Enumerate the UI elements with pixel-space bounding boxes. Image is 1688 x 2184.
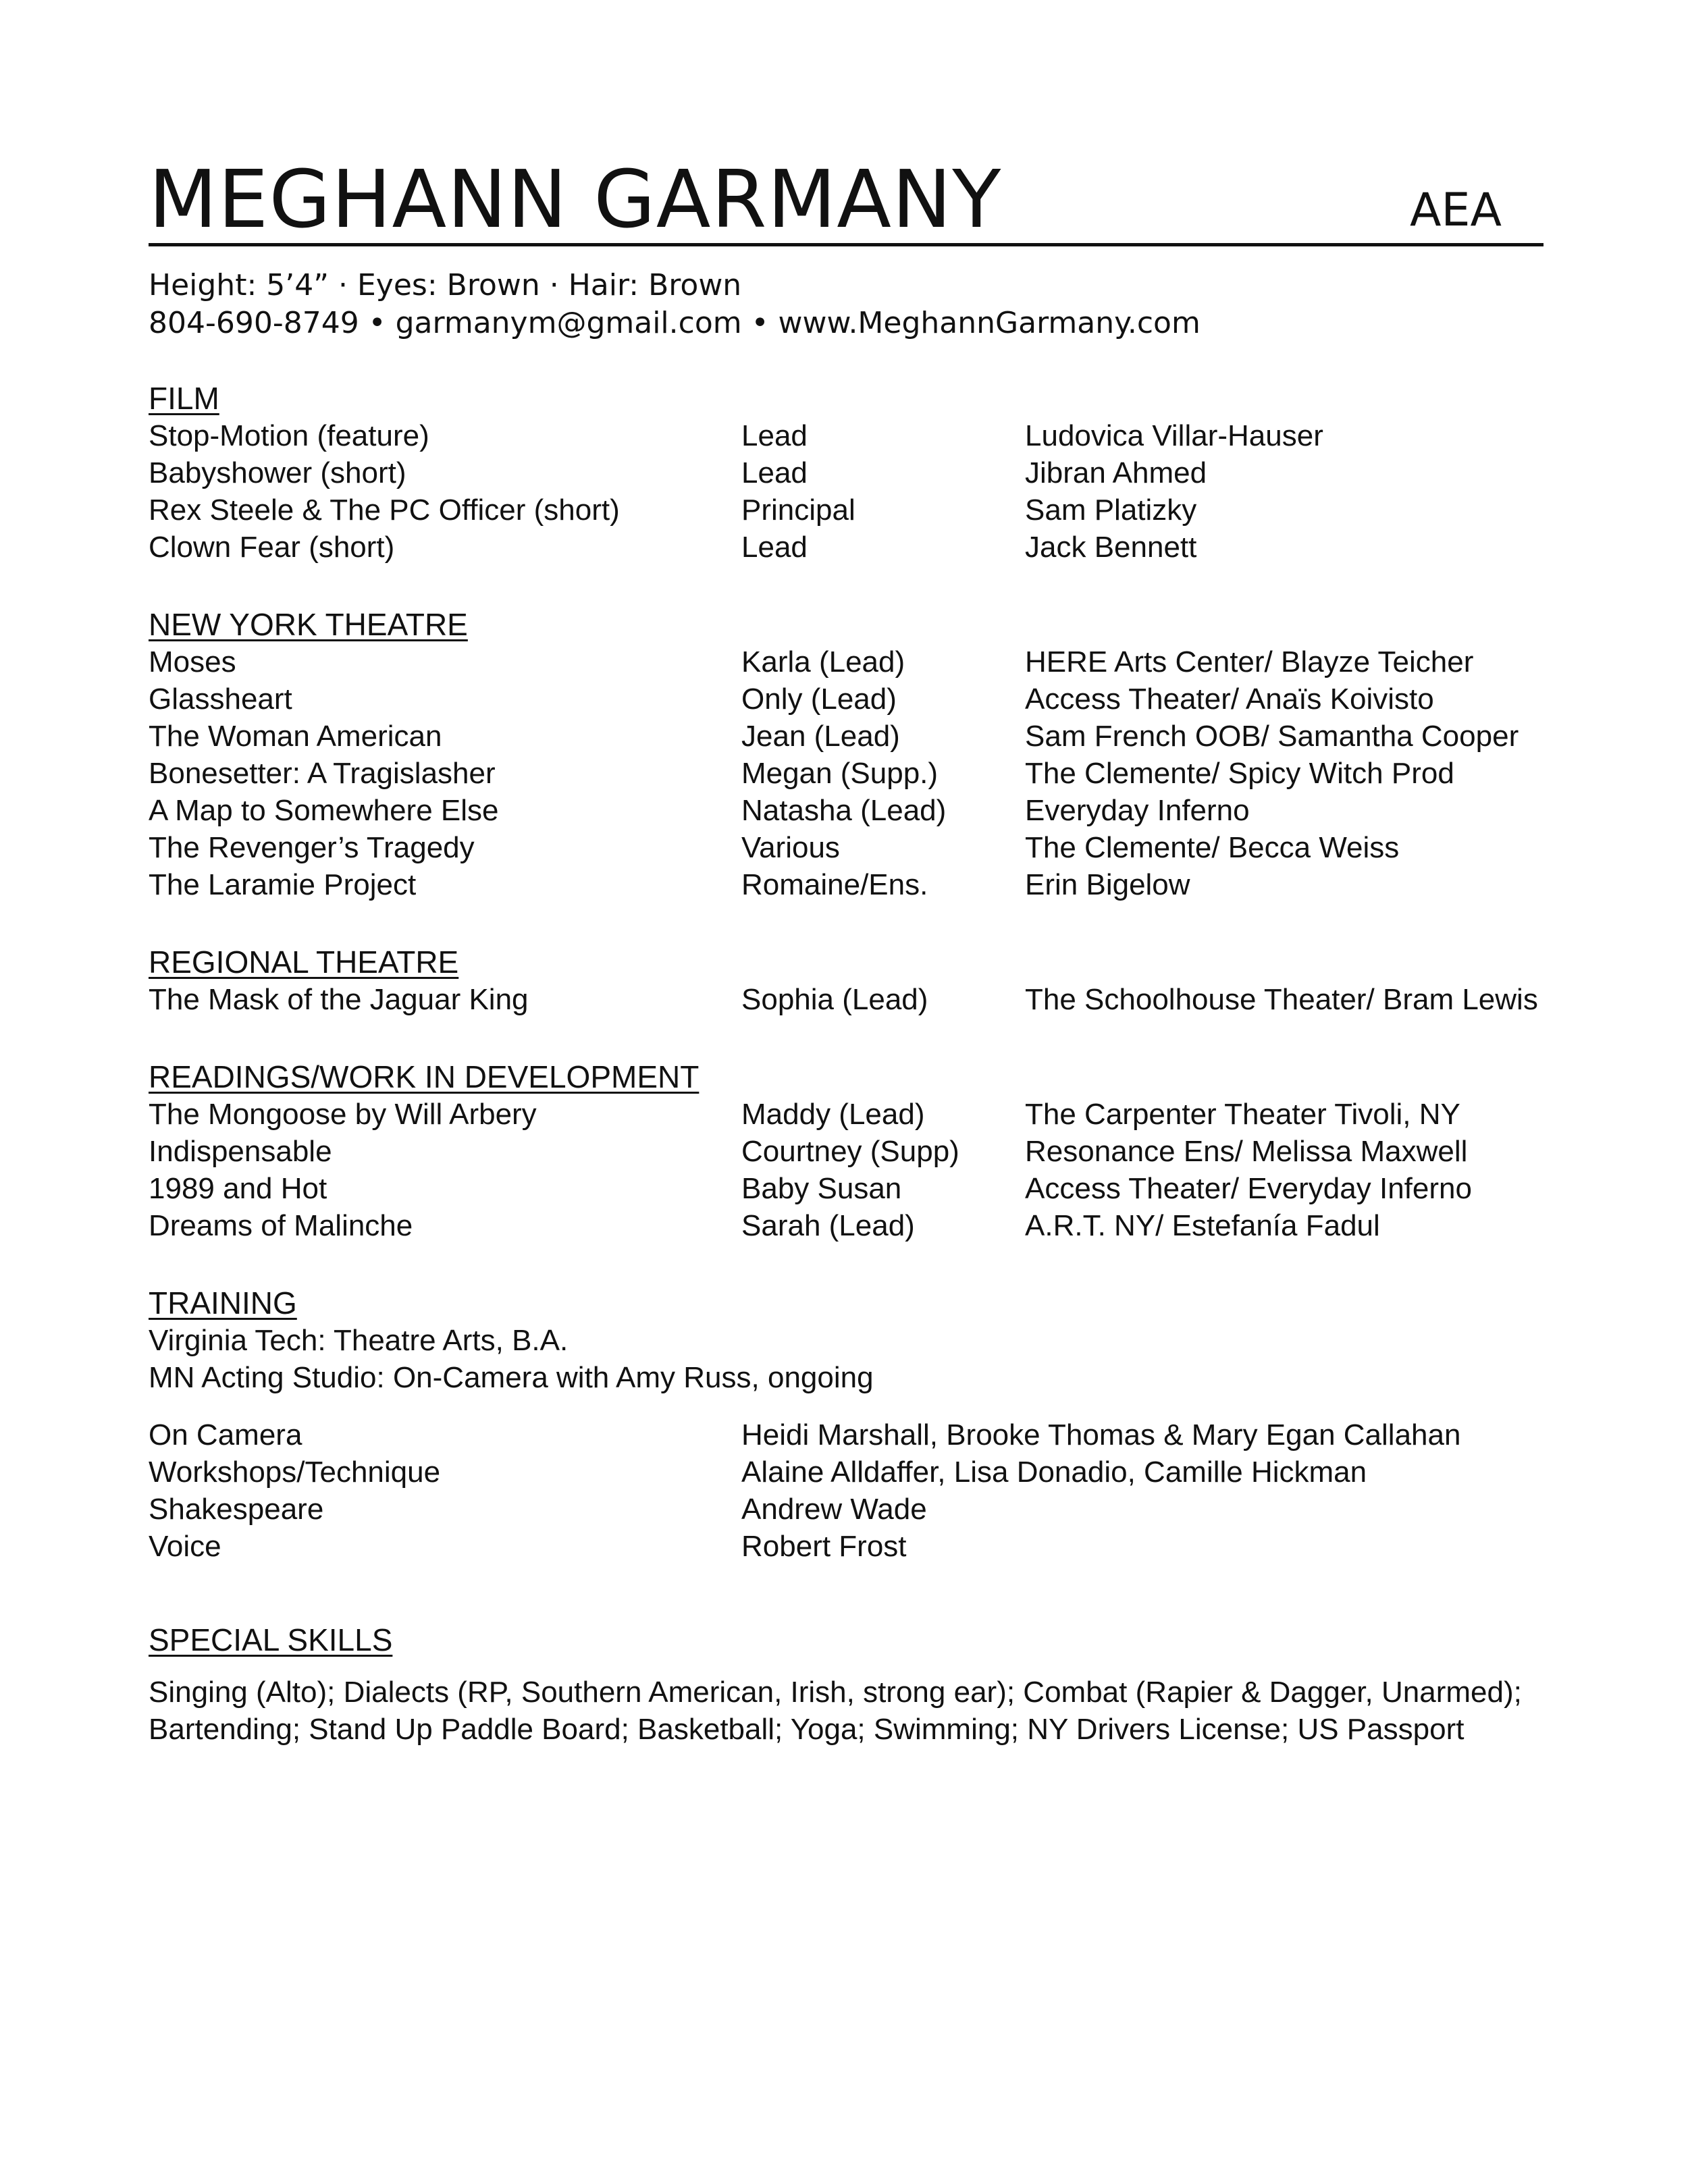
credit-role: Sophia (Lead) [741,983,928,1016]
credit-director: Sam Platizky [1025,494,1197,527]
credit-project: The Revenger’s Tragedy [149,831,475,864]
credit-director: The Clemente/ Spicy Witch Prod [1025,757,1454,790]
credit-project: Moses [149,645,236,678]
credit-role: Only (Lead) [741,683,897,716]
credit-project: Bonesetter: A Tragislasher [149,757,496,790]
training-teachers: Robert Frost [741,1530,907,1563]
credit-row [149,866,1544,903]
regional-theatre-section [149,944,1544,1018]
credit-row [149,643,1544,681]
personal-info [149,267,1544,342]
credit-director: A.R.T. NY/ Estefanía Fadul [1025,1209,1380,1242]
credit-row [149,417,1544,454]
credit-role: Karla (Lead) [741,645,905,678]
credit-project: A Map to Somewhere Else [149,794,499,827]
credit-role: Romaine/Ens. [741,868,928,901]
credit-row [149,1207,1544,1244]
credit-row [149,1133,1544,1170]
credit-project: Glassheart [149,683,292,716]
resume-header [149,145,1544,246]
credit-role: Lead [741,419,808,452]
resume-page [149,145,1544,1748]
credit-project: Babyshower (short) [149,456,406,489]
credit-row [149,529,1544,566]
readings-section [149,1059,1544,1244]
credit-director: The Carpenter Theater Tivoli, NY [1025,1098,1460,1131]
training-row [149,1416,1544,1454]
credit-row [149,718,1544,755]
credit-project: 1989 and Hot [149,1172,327,1205]
section-title-training: TRAINING [149,1285,297,1321]
credit-row [149,1096,1544,1133]
credit-director: Erin Bigelow [1025,868,1190,901]
credit-role: Baby Susan [741,1172,902,1205]
credit-role: Megan (Supp.) [741,757,939,790]
skills-text: Singing (Alto); Dialects (RP, Southern American, Irish, strong ear); Combat (Rapier & Dagger, Unarmed); Bartending; Stand Up Paddle Board; Basketball; Yoga; Swimming; NY Drivers License; US Passport [149,1676,1522,1746]
section-title-ny-theatre: NEW YORK THEATRE [149,607,468,642]
credit-director: Ludovica Villar-Hauser [1025,419,1323,452]
training-area: Shakespeare [149,1493,324,1526]
credit-director: Jibran Ahmed [1025,456,1207,489]
film-section [149,380,1544,566]
credit-role: Sarah (Lead) [741,1209,915,1242]
credit-project: Indispensable [149,1135,332,1168]
training-studio: MN Acting Studio: On-Camera with Amy Russ, ongoing [149,1361,874,1394]
credit-project: Stop-Motion (feature) [149,419,429,452]
credit-project: The Mask of the Jaguar King [149,983,529,1016]
contact-line: 804-690-8749 • garmanym@gmail.com • www.MeghannGarmany.com [149,306,1201,340]
section-title-regional-theatre: REGIONAL THEATRE [149,944,459,980]
training-row [149,1528,1544,1565]
training-section [149,1285,1544,1565]
credit-row [149,454,1544,491]
training-teachers: Alaine Alldaffer, Lisa Donadio, Camille Hickman [741,1456,1367,1489]
credit-row [149,829,1544,866]
credit-director: Jack Bennett [1025,531,1197,564]
training-degree: Virginia Tech: Theatre Arts, B.A. [149,1324,569,1357]
credit-director: The Clemente/ Becca Weiss [1025,831,1400,864]
credit-project: Dreams of Malinche [149,1209,413,1242]
credit-director: Resonance Ens/ Melissa Maxwell [1025,1135,1468,1168]
credit-row [149,792,1544,829]
credit-project: Rex Steele & The PC Officer (short) [149,494,620,527]
union-affiliation: AEA [1410,184,1502,237]
credit-row [149,755,1544,792]
credit-row [149,491,1544,529]
training-row [149,1454,1544,1491]
training-teachers: Heidi Marshall, Brooke Thomas & Mary Egan Callahan [741,1418,1461,1451]
credit-role: Courtney (Supp) [741,1135,959,1168]
credit-project: The Mongoose by Will Arbery [149,1098,537,1131]
training-area: Voice [149,1530,221,1563]
physical-stats: Height: 5’4” · Eyes: Brown · Hair: Brown [149,268,742,302]
training-area: On Camera [149,1418,302,1451]
credit-director: Everyday Inferno [1025,794,1250,827]
actor-name: MEGHANN GARMANY [149,153,1002,246]
credit-role: Jean (Lead) [741,720,900,753]
credit-project: The Woman American [149,720,442,753]
credit-director: HERE Arts Center/ Blayze Teicher [1025,645,1474,678]
training-area: Workshops/Technique [149,1456,441,1489]
credit-role: Maddy (Lead) [741,1098,925,1131]
section-title-skills: SPECIAL SKILLS [149,1622,393,1657]
ny-theatre-section [149,606,1544,903]
credit-role: Lead [741,531,808,564]
credit-role: Principal [741,494,855,527]
credit-role: Various [741,831,840,864]
credit-project: The Laramie Project [149,868,417,901]
credit-role: Natasha (Lead) [741,794,947,827]
credit-row [149,1170,1544,1207]
credit-director: Sam French OOB/ Samantha Cooper [1025,720,1519,753]
credit-row [149,681,1544,718]
section-title-readings: READINGS/WORK IN DEVELOPMENT [149,1059,700,1094]
section-title-film: FILM [149,381,219,416]
credit-role: Lead [741,456,808,489]
credit-director: The Schoolhouse Theater/ Bram Lewis [1025,983,1538,1016]
training-row [149,1491,1544,1528]
skills-section [149,1622,1544,1748]
training-teachers: Andrew Wade [741,1493,927,1526]
credit-director: Access Theater/ Everyday Inferno [1025,1172,1472,1205]
credit-row [149,981,1544,1018]
credit-director: Access Theater/ Anaïs Koivisto [1025,683,1434,716]
credit-project: Clown Fear (short) [149,531,395,564]
